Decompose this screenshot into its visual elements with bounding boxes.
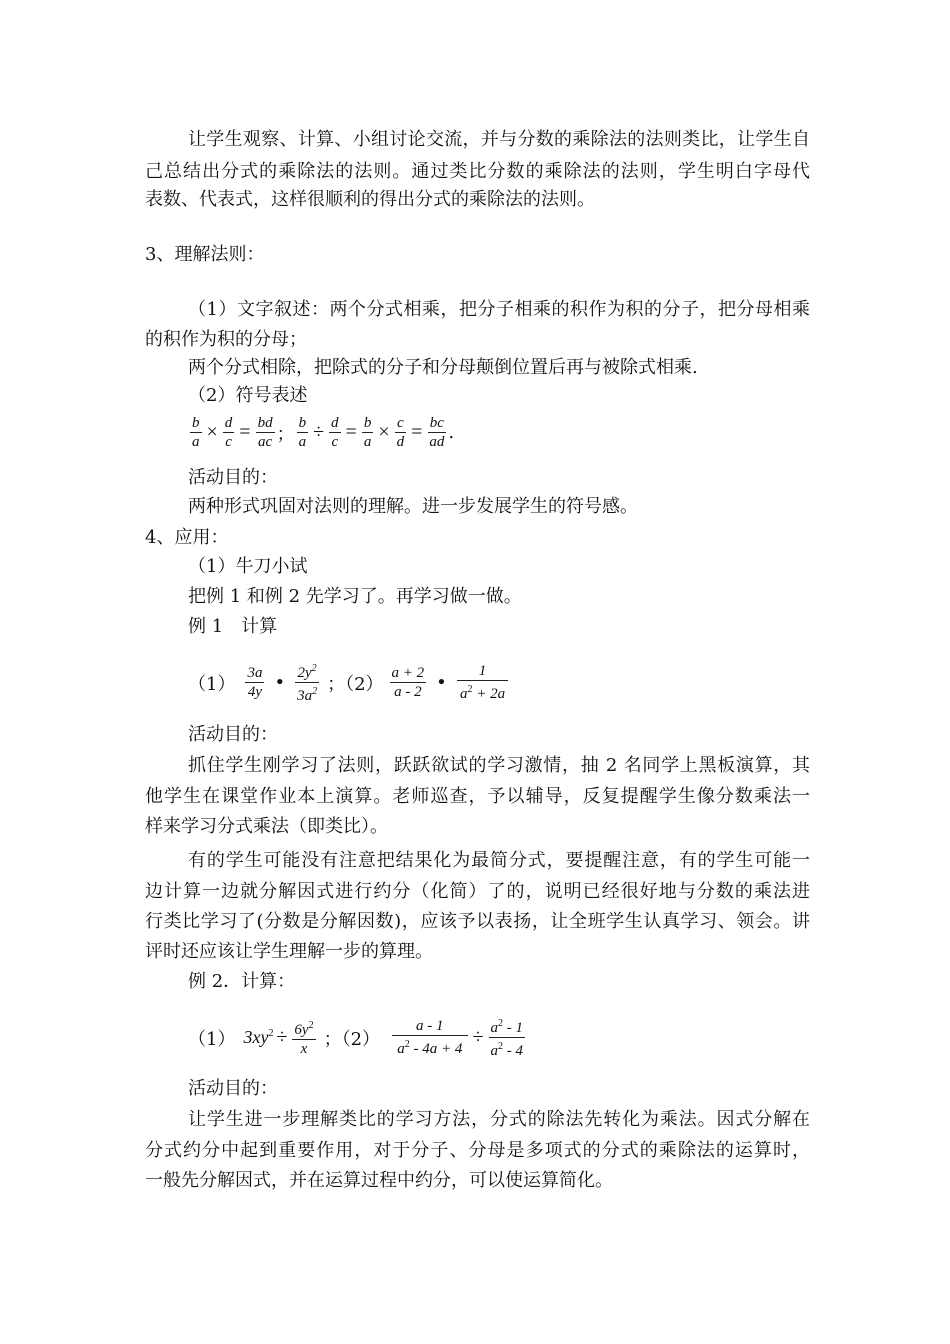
example1-title: 例 1 计算: [188, 616, 278, 637]
fraction: $\frac{a - 1}{a^2 - 4a + 4}$: [392, 1017, 468, 1058]
item-label: （1）: [188, 1028, 236, 1050]
section3-heading: 3、理解法则：: [145, 244, 265, 265]
example2-formula: [188, 1015, 527, 1060]
purpose-label: 活动目的：: [188, 1078, 278, 1099]
purpose-label: 活动目的：: [188, 467, 278, 488]
equals-sign: =: [345, 421, 357, 443]
fraction: $\frac{c}{d}$: [396, 415, 405, 450]
dot-operator: •: [436, 672, 447, 693]
divide-sign: ÷: [472, 1026, 484, 1048]
purpose-label: 活动目的：: [188, 724, 278, 745]
divide-sign: ÷: [276, 1026, 288, 1048]
fraction: $\frac{1}{a^2 + 2a}$: [457, 662, 509, 703]
sub-heading-1: （1）牛刀小试: [188, 556, 308, 577]
symbol-label: （2）符号表述: [188, 385, 308, 406]
fraction: $\frac{3a}{4y}$: [247, 665, 263, 700]
fraction: $\frac{6y^2}{x}$: [292, 1017, 315, 1058]
rule-text-line2: 的积作为积的分母；: [145, 329, 307, 350]
purpose-text: 两种形式巩固对法则的理解。进一步发展学生的符号感。: [188, 496, 638, 517]
period: .: [448, 422, 455, 443]
fraction: $\frac{bc}{ad}$: [429, 415, 445, 450]
symbol-formula: [188, 414, 454, 451]
fraction: $\frac{d}{c}$: [331, 415, 339, 450]
para1-line3: 表数、代表式，这样很顺利的得出分式的乘除法的法则。: [145, 189, 595, 210]
example2-title: 例 2．计算：: [188, 971, 296, 992]
separator: ；: [276, 423, 295, 445]
para-line: 有的学生可能没有注意把结果化为最简分式，要提醒注意，有的学生可能一: [188, 850, 810, 871]
fraction: $\frac{a + 2}{a - 2}$: [391, 665, 425, 700]
fraction: $\frac{b}{a}$: [298, 415, 307, 450]
fraction: $\frac{a^2 - 1}{a^2 - 4}$: [489, 1015, 526, 1060]
para-line: 样来学习分式乘法（即类比）。: [145, 816, 388, 837]
para1-line2: 己总结出分式的乘除法的法则。通过类比分数的乘除法的法则，学生明白字母代: [145, 161, 810, 182]
rule-text-line3: 两个分式相除，把除式的分子和分母颠倒位置后再与被除式相乘.: [188, 357, 698, 378]
para-line: 行类比学习了(分数是分解因数)，应该予以表扬，让全班学生认真学习、领会。讲: [145, 911, 810, 932]
fraction: $\frac{bd}{ac}$: [257, 415, 273, 450]
para-line: 他学生在课堂作业本上演算。老师巡查，予以辅导，反复提醒学生像分数乘法一: [145, 786, 810, 807]
section4-heading: 4、应用：: [145, 527, 229, 548]
intro-line: 把例 1 和例 2 先学习了。再学习做一做。: [188, 586, 522, 607]
dot-operator: •: [274, 672, 286, 693]
times-sign: ×: [206, 421, 218, 443]
equals-sign: =: [239, 421, 251, 443]
fraction: $\frac{d}{c}$: [224, 415, 233, 450]
fraction: $\frac{b}{a}$: [363, 415, 372, 450]
fraction: $\frac{b}{a}$: [192, 415, 200, 450]
para1-line1: 让学生观察、计算、小组讨论交流，并与分数的乘除法的法则类比，让学生自: [188, 129, 810, 150]
item-label: （1）: [188, 673, 236, 695]
para-line: 分式约分中起到重要作用，对于分子、分母是多项式的分式的乘除法的运算时，: [145, 1140, 810, 1161]
divide-sign: ÷: [313, 421, 325, 443]
times-sign: ×: [378, 421, 390, 443]
para-line: 让学生进一步理解类比的学习方法，分式的除法先转化为乘法。因式分解在: [188, 1109, 810, 1130]
fraction: $\frac{2y^2}{3a^2}$: [295, 660, 319, 705]
item-label: ；（2）: [327, 673, 384, 695]
example1-formula: [188, 660, 510, 705]
expression: $3xy^2$: [243, 1027, 274, 1047]
item-label: ；（2）: [323, 1028, 381, 1050]
para-line: 评时还应该让学生理解一步的算理。: [145, 941, 433, 962]
equals-sign: =: [411, 421, 423, 443]
rule-text-line1: （1）文字叙述：两个分式相乘，把分子相乘的积作为积的分子，把分母相乘: [188, 299, 810, 320]
para-line: 抓住学生刚学习了法则，跃跃欲试的学习激情，抽 2 名同学上黑板演算，其: [188, 755, 810, 776]
para-line: 一般先分解因式，并在运算过程中约分，可以使运算简化。: [145, 1170, 613, 1191]
para-line: 边计算一边就分解因式进行约分（化简）了的，说明已经很好地与分数的乘法进: [145, 881, 810, 902]
